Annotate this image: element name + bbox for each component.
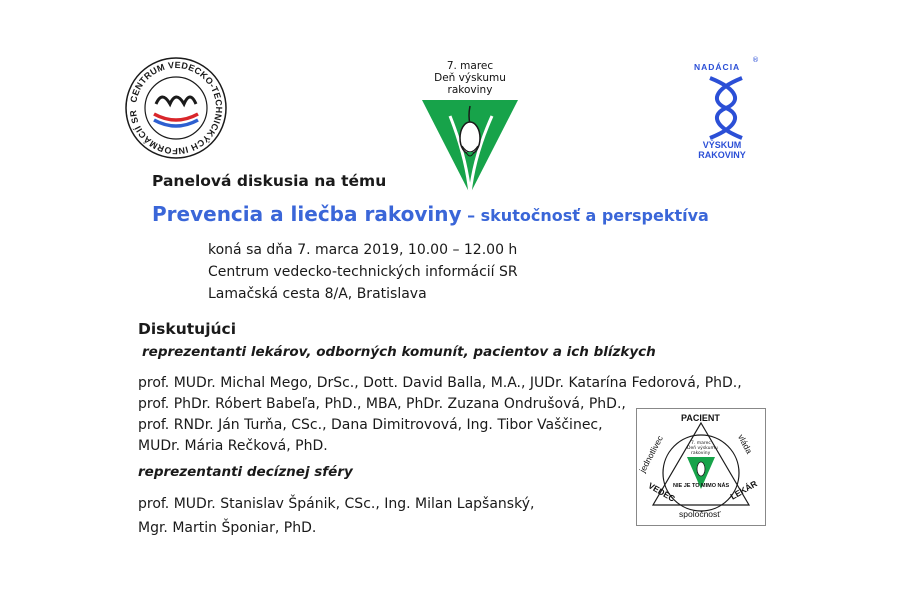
day-logo-line2: Deň výskumu [434,72,506,84]
event-venue: Centrum vedecko-technických informácií SR [208,264,518,280]
group2-title: reprezentanti decíznej sféry [138,464,353,480]
snowdrop-icon [420,96,520,196]
group2-line: prof. MUDr. Stanislav Špánik, CSc., Ing. Milan Lapšanský, [138,496,535,512]
diagram-center-label: NIE JE TO MIMO NÁS [673,483,730,489]
diagram-top-label: PACIENT [681,413,720,423]
group1-line: prof. RNDr. Ján Turňa, CSc., Dana Dimitrovová, Ing. Tibor Vaščinec, [138,417,603,433]
foundation-bottom-text1: VÝSKUM [702,140,742,150]
diagram-left-label: jednotlivec [637,433,665,475]
pacient-diagram [636,408,766,526]
diagram-bottom-label: spoločnosť [679,509,721,519]
group1-line: MUDr. Mária Rečková, PhD. [138,438,328,454]
group1-title: reprezentanti lekárov, odborných komunít, pacientov a ich blízkych [142,344,656,360]
cvti-ring-text: CENTRUM VEDECKO-TECHNICKÝCH INFORMÁCIÍ SR [127,59,225,157]
event-date-time: koná sa dňa 7. marca 2019, 10.00 – 12.00 h [208,242,518,258]
foundation-top-text: NADÁCIA [694,62,741,72]
diagram-inner-line2: Deň výskumu [687,446,718,451]
group1-line: prof. MUDr. Michal Mego, DrSc., Dott. David Balla, M.A., JUDr. Katarína Fedorová, PhD., [138,375,742,391]
cvti-logo [124,56,228,160]
group1-line: prof. PhDr. Róbert Babeľa, PhD., MBA, PhDr. Zuzana Ondrušová, PhD., [138,396,626,412]
diagram-bottom-right-label: LEKÁR [728,478,759,502]
day-logo-line1: 7. marec [446,60,494,72]
event-title [152,202,709,226]
diagram-inner-line1: 7. marec [691,441,711,446]
event-title-sub: – skutočnosť a perspektíva [461,206,709,225]
group2-line: Mgr. Martin Šponiar, PhD. [138,520,317,536]
event-address: Lamačská cesta 8/A, Bratislava [208,286,427,302]
diagram-right-label: vláda [735,432,755,456]
triangle-circle-icon [637,409,765,525]
day-logo-line3: rakoviny [447,84,493,96]
event-title-main: Prevencia a liečba rakoviny [152,202,462,226]
registered-mark: ® [752,56,759,64]
diagram-bottom-left-label: VEDEC [646,480,677,504]
panel-heading: Diskutujúci [138,320,237,338]
dna-helix-icon [696,76,756,140]
event-heading: Panelová diskusia na tému [152,172,387,190]
foundation-bottom-text2: RAKOVINY [698,150,746,160]
diagram-inner-line3: rakoviny [691,451,711,456]
